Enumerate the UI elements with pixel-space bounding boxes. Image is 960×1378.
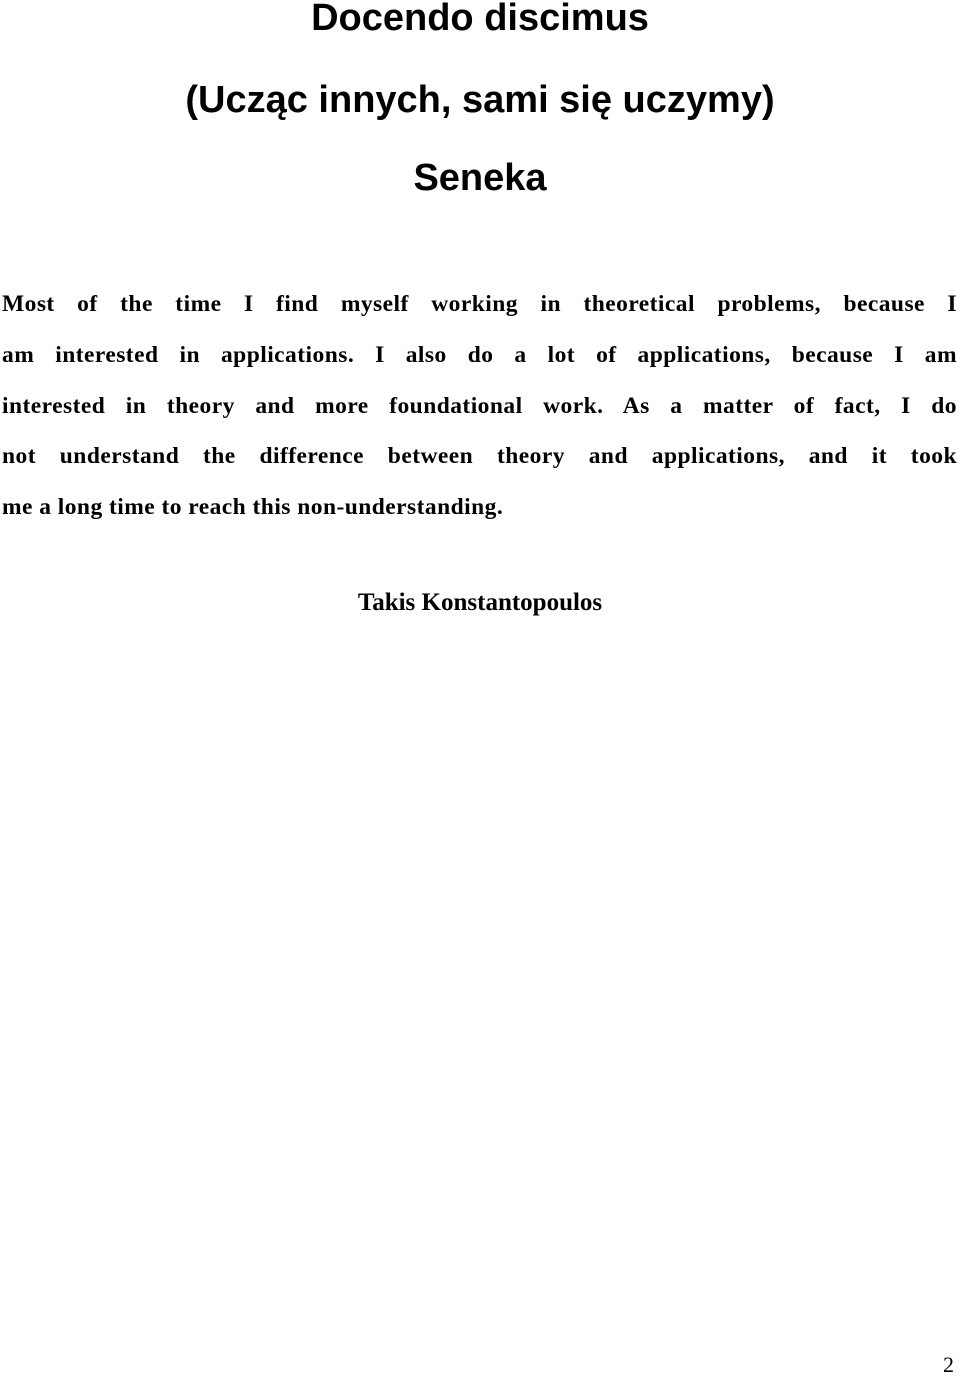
epigraph-attribution: Seneka [413, 157, 547, 199]
quote-line: am interested in applications. I also do a lot of applications, because I am [2, 341, 957, 368]
quote-line: Most of the time I find myself working in theoretical problems, because I [2, 291, 957, 317]
quote-line: not understand the difference between theory and applications, and it took [2, 443, 957, 470]
epigraph-title-translation: (Ucząc innych, sami się uczymy) [185, 79, 775, 121]
quote-author: Takis Konstantopoulos [357, 589, 603, 616]
quote-line: me a long time to reach this non-understanding. [2, 494, 504, 521]
quote-line: interested in theory and more foundational work. As a matter of fact, I do [2, 392, 957, 419]
epigraph-title-latin: Docendo discimus [311, 0, 649, 39]
page-number: 2 [943, 1352, 954, 1377]
quote-paragraph [2, 279, 957, 533]
